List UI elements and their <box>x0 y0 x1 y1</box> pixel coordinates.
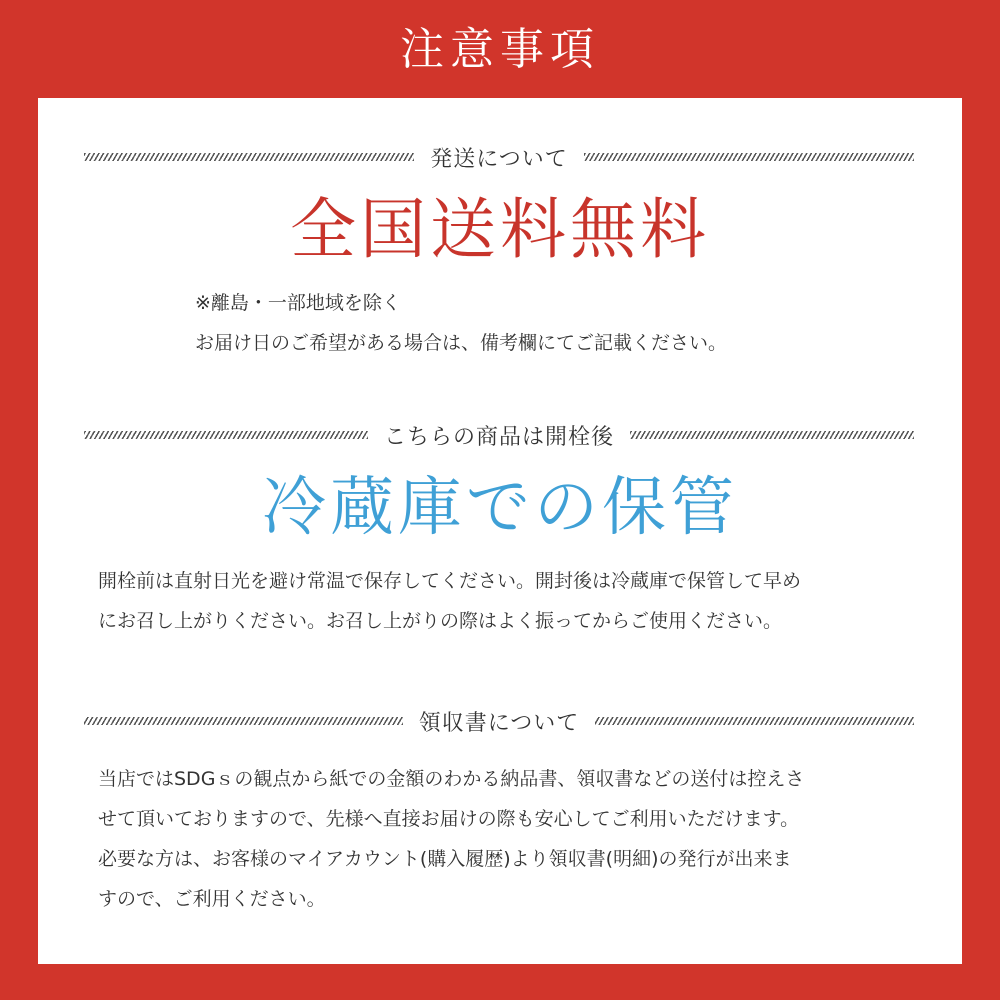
storage-section-header <box>84 420 914 450</box>
receipt-section-label: 領収書について <box>418 710 580 736</box>
receipt-section-header <box>84 706 914 736</box>
receipt-note-line: 当店ではSDGｓの観点から紙での金額のわかる納品書、領収書などの送付は控えさ <box>98 768 805 790</box>
hatch-divider-left <box>84 717 403 725</box>
storage-note-line: 開栓前は直射日光を避け常温で保存してください。開封後は冷蔵庫で保管して早め <box>98 570 802 592</box>
hatch-divider-right <box>630 431 914 439</box>
receipt-note-line: すので、ご利用ください。 <box>98 888 326 910</box>
shipping-note-line: お届け日のご希望がある場合は、備考欄にてご記載ください。 <box>195 332 728 354</box>
storage-section-label: こちらの商品は開栓後 <box>384 424 615 450</box>
hatch-divider-left <box>84 153 414 161</box>
free-shipping-headline: 全国送料無料 <box>290 191 710 268</box>
page-title: 注意事項 <box>400 24 600 75</box>
shipping-section-header <box>84 142 914 172</box>
shipping-note-line: ※離島・一部地域を除く <box>195 292 401 314</box>
storage-note-line: にお召し上がりください。お召し上がりの際はよく振ってからご使用ください。 <box>98 610 783 632</box>
hatch-divider-right <box>595 717 914 725</box>
receipt-note-line: 必要な方は、お客様のマイアカウント(購入履歴)より領収書(明細)の発行が出来ま <box>98 848 792 870</box>
notice-panel <box>38 98 962 964</box>
receipt-note-line: せて頂いておりますので、先様へ直接お届けの際も安心してご利用いただけます。 <box>98 808 800 830</box>
refrigerate-headline: 冷蔵庫での保管 <box>262 471 738 545</box>
shipping-section-label: 発送について <box>430 146 568 172</box>
hatch-divider-right <box>584 153 914 161</box>
hatch-divider-left <box>84 431 368 439</box>
